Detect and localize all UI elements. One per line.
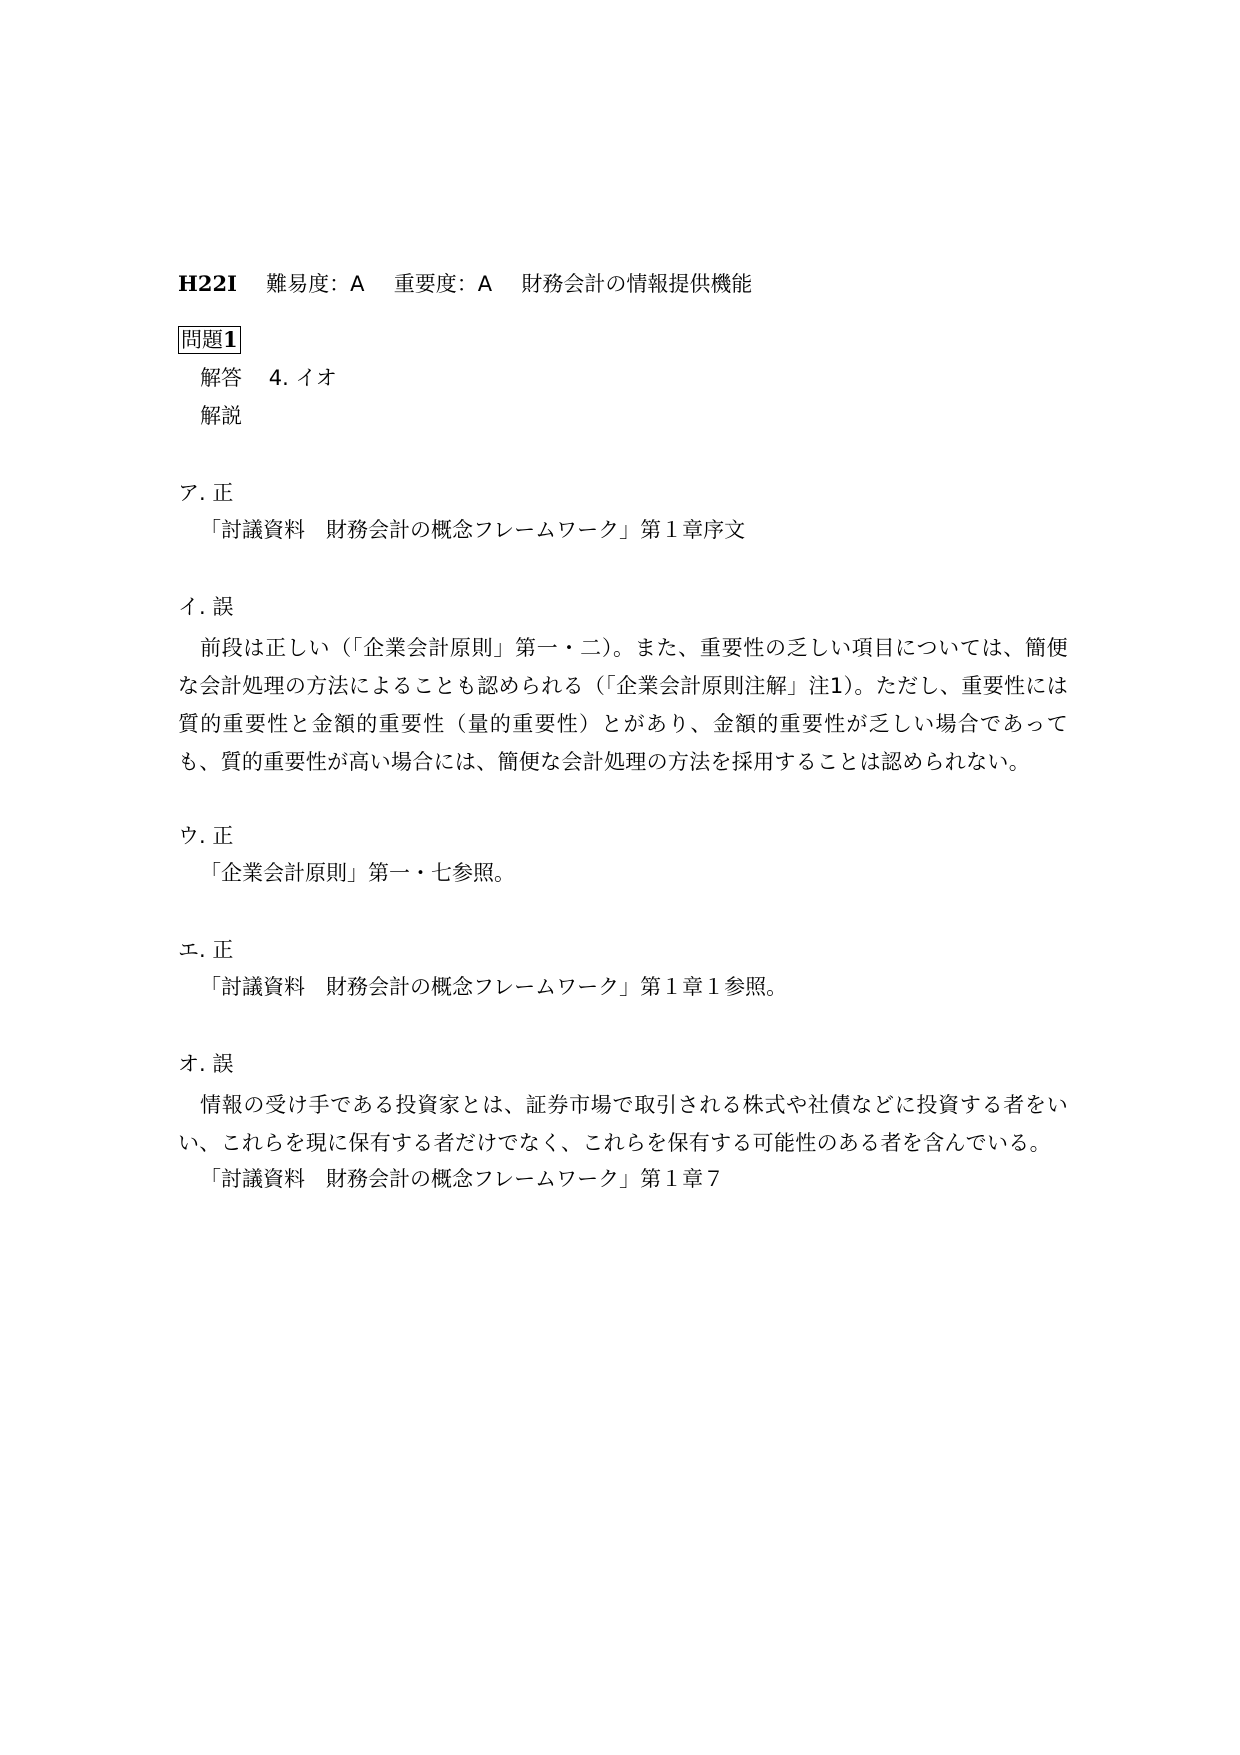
item-a-heading: ア. 正: [178, 481, 234, 505]
item-o-reference: 「討議資料 財務会計の概念フレームワーク」第１章７: [200, 1167, 725, 1191]
answer-label: 解答: [200, 366, 242, 390]
item-o-text: 情報の受け手である投資家とは、証券市場で取引される株式や社債などに投資する者をいい、これらを現に保有する者だけでなく、これらを保有する可能性のある者を含んでいる。: [178, 1093, 1068, 1155]
item-o-heading: オ. 誤: [178, 1052, 234, 1076]
item-e-text: 「討議資料 財務会計の概念フレームワーク」第１章１参照。: [200, 975, 788, 999]
item-a-text: 「討議資料 財務会計の概念フレームワーク」第１章序文: [200, 518, 746, 542]
answer-value: 4. イオ: [268, 366, 337, 390]
question-number-box: [178, 326, 241, 354]
importance-rating: 重要度：A: [393, 272, 493, 296]
document-header: [178, 269, 752, 299]
item-e-heading: エ. 正: [178, 938, 234, 962]
explanation-label: 解説: [200, 404, 242, 428]
exam-code: H22Ⅰ: [178, 271, 237, 296]
item-u-text: 「企業会計原則」第一・七参照。: [200, 861, 515, 885]
answer-line: [200, 363, 337, 393]
item-i-heading: イ. 誤: [178, 595, 234, 619]
difficulty-rating: 難易度：A: [266, 272, 365, 296]
question-label: 問題: [181, 328, 223, 352]
item-u-heading: ウ. 正: [178, 824, 234, 848]
question-number: 1: [223, 327, 238, 352]
topic-title: 財務会計の情報提供機能: [521, 272, 753, 296]
item-i-text: 前段は正しい（「企業会計原則」第一・二）。また、重要性の乏しい項目については、簡便な会計処理の方法によることも認められる（「企業会計原則注解」注1）。ただし、重要性には質的重要性と金額的重要性（量的重要性）とがあり、金額的重要性が乏しい場合であっても、質的重要性が高い場合には、簡便な会計処理の方法を採用することは認められない。: [178, 636, 1068, 774]
